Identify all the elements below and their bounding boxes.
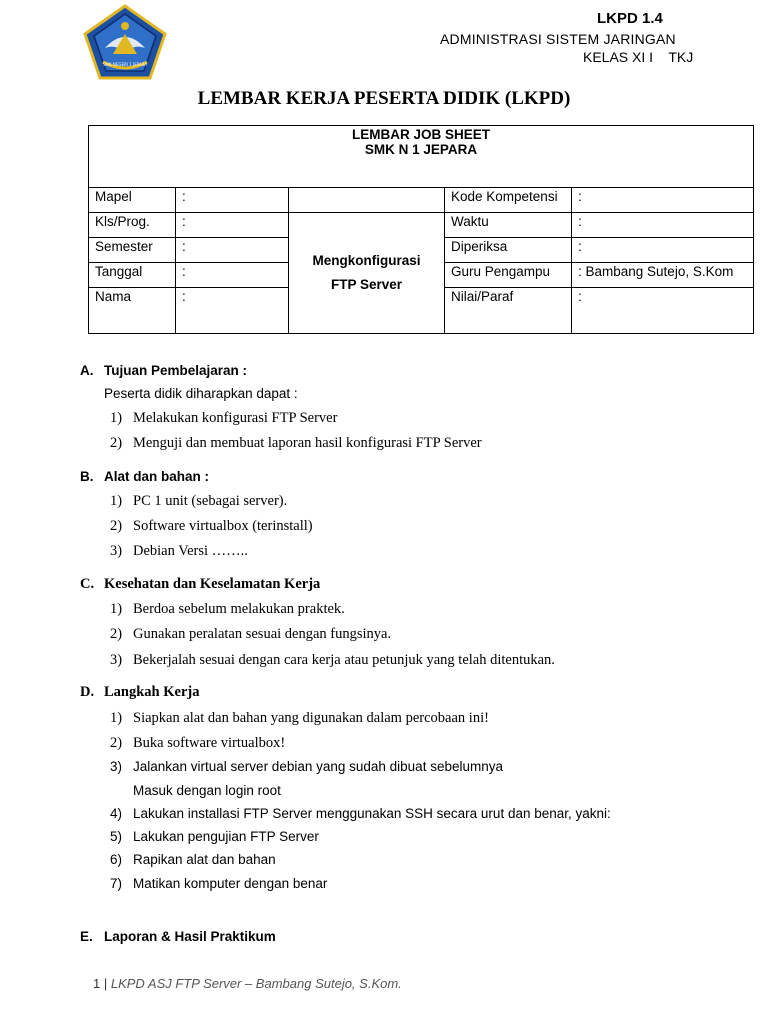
list-item: Bekerjalah sesuai dengan cara kerja atau petunjuk yang telah ditentukan. bbox=[133, 652, 555, 668]
list-number: 4) bbox=[110, 806, 123, 821]
field-label: Kode Kompetensi bbox=[445, 188, 572, 213]
list-item: Debian Versi …….. bbox=[133, 543, 248, 559]
section-title: Laporan & Hasil Praktikum bbox=[104, 929, 276, 944]
list-number: 1) bbox=[110, 601, 123, 617]
field-value: : bbox=[572, 238, 754, 263]
field-label: Tanggal bbox=[89, 263, 176, 288]
list-item: PC 1 unit (sebagai server). bbox=[133, 493, 288, 509]
section-label: D. bbox=[80, 684, 95, 700]
list-item: Jalankan virtual server debian yang sudah dibuat sebelumnya bbox=[133, 759, 503, 774]
job-sheet-heading bbox=[89, 126, 754, 188]
class-label: KELAS XI I TKJ bbox=[583, 49, 694, 65]
field-value: : bbox=[176, 213, 289, 238]
field-value: : bbox=[176, 188, 289, 213]
section-title: Tujuan Pembelajaran : bbox=[104, 363, 248, 378]
list-number: 6) bbox=[110, 852, 123, 867]
list-item: Lakukan installasi FTP Server menggunakan SSH secara urut dan benar, yakni: bbox=[133, 806, 611, 821]
section-title: Langkah Kerja bbox=[104, 684, 200, 700]
field-value: : bbox=[572, 213, 754, 238]
field-label: Nama bbox=[89, 288, 176, 334]
field-label: Kls/Prog. bbox=[89, 213, 176, 238]
job-topic bbox=[289, 213, 445, 334]
list-item: Berdoa sebelum melakukan praktek. bbox=[133, 601, 345, 617]
section-a-intro: Peserta didik diharapkan dapat : bbox=[104, 386, 298, 401]
page-number: 1 | bbox=[93, 976, 108, 991]
field-value: : bbox=[176, 288, 289, 334]
list-number: 1) bbox=[110, 493, 123, 509]
field-value: : bbox=[572, 188, 754, 213]
field-value: : bbox=[176, 263, 289, 288]
list-item: Lakukan pengujian FTP Server bbox=[133, 829, 319, 844]
list-number: 5) bbox=[110, 829, 123, 844]
topic-line: FTP Server bbox=[330, 277, 403, 292]
list-item-continuation: Masuk dengan login root bbox=[133, 783, 281, 798]
subject-name: ADMINISTRASI SISTEM JARINGAN bbox=[440, 31, 676, 47]
list-item: Menguji dan membuat laporan hasil konfigurasi FTP Server bbox=[133, 435, 482, 451]
list-number: 3) bbox=[110, 543, 123, 559]
list-item: Software virtualbox (terinstall) bbox=[133, 518, 313, 534]
section-a-heading bbox=[80, 363, 247, 378]
section-d-heading bbox=[80, 684, 199, 701]
section-e-heading bbox=[80, 929, 276, 944]
page-footer bbox=[93, 976, 402, 991]
field-label: Diperiksa bbox=[445, 238, 572, 263]
list-item: Rapikan alat dan bahan bbox=[133, 852, 276, 867]
list-item: Siapkan alat dan bahan yang digunakan dalam percobaan ini! bbox=[133, 710, 489, 726]
field-value: : bbox=[572, 288, 754, 334]
section-b-heading bbox=[80, 469, 209, 484]
section-title: Alat dan bahan : bbox=[104, 469, 210, 484]
list-item: Buka software virtualbox! bbox=[133, 735, 286, 751]
field-label: Guru Pengampu bbox=[445, 263, 572, 288]
section-label: A. bbox=[80, 363, 94, 378]
section-title: Kesehatan dan Keselamatan Kerja bbox=[104, 576, 321, 592]
page-title: LEMBAR KERJA PESERTA DIDIK (LKPD) bbox=[197, 88, 571, 109]
topic-line: Mengkonfigurasi bbox=[312, 253, 421, 268]
field-label: Nilai/Paraf bbox=[445, 288, 572, 334]
list-number: 1) bbox=[110, 710, 123, 726]
field-value: : Bambang Sutejo, S.Kom bbox=[572, 263, 754, 288]
list-number: 2) bbox=[110, 435, 123, 451]
field-value: : bbox=[176, 238, 289, 263]
section-label: E. bbox=[80, 929, 93, 944]
list-number: 7) bbox=[110, 876, 123, 891]
document-code: LKPD 1.4 bbox=[597, 10, 663, 27]
field-label: Mapel bbox=[89, 188, 176, 213]
section-c-heading bbox=[80, 576, 320, 593]
list-item: Melakukan konfigurasi FTP Server bbox=[133, 410, 338, 426]
job-sheet-title: LEMBAR JOB SHEET bbox=[352, 127, 491, 142]
list-item: Matikan komputer dengan benar bbox=[133, 876, 328, 891]
list-item: Gunakan peralatan sesuai dengan fungsinya. bbox=[133, 626, 392, 642]
section-label: C. bbox=[80, 576, 95, 592]
job-sheet-table bbox=[88, 125, 754, 334]
job-sheet-school: SMK N 1 JEPARA bbox=[364, 142, 478, 157]
field-label: Waktu bbox=[445, 213, 572, 238]
list-number: 3) bbox=[110, 652, 123, 668]
footer-text: LKPD ASJ FTP Server – Bambang Sutejo, S.Kom. bbox=[110, 976, 402, 991]
empty-cell bbox=[289, 188, 445, 213]
section-label: B. bbox=[80, 469, 94, 484]
logo-text: SMK NEGERI 1 JEPARA bbox=[102, 62, 148, 67]
field-label: Semester bbox=[89, 238, 176, 263]
school-logo bbox=[83, 4, 167, 80]
list-number: 2) bbox=[110, 735, 123, 751]
list-number: 2) bbox=[110, 518, 123, 534]
list-number: 2) bbox=[110, 626, 123, 642]
list-number: 1) bbox=[110, 410, 123, 426]
list-number: 3) bbox=[110, 759, 123, 774]
